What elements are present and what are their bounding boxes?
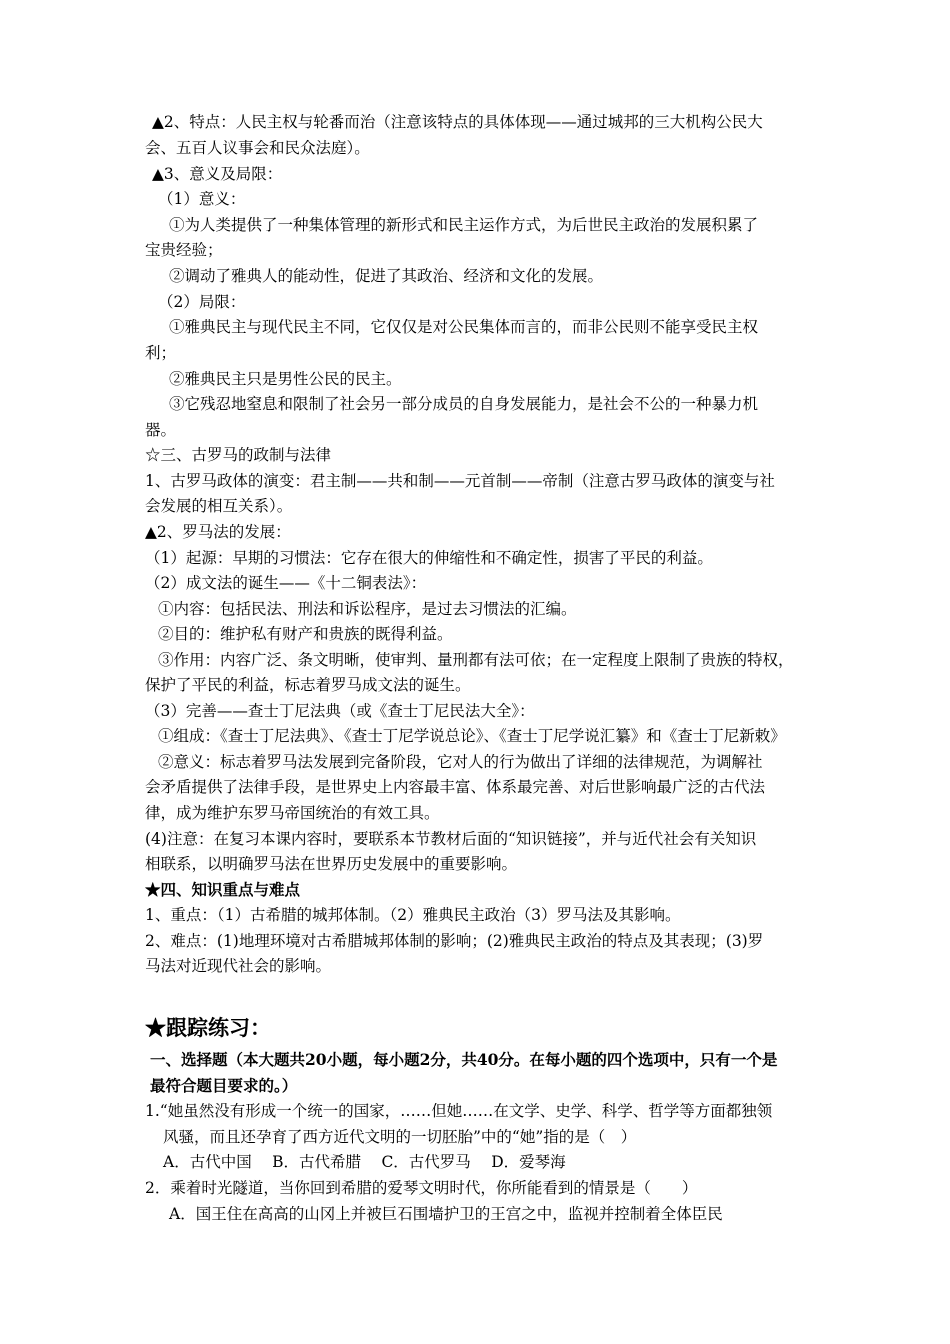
text-line: 1、古罗马政体的演变：君主制——共和制——元首制——帝制（注意古罗马政体的演变与社 <box>145 472 775 490</box>
text-line: ②目的：维护私有财产和贵族的既得利益。 <box>158 625 453 643</box>
text-line: ▲3、意义及局限： <box>152 165 283 183</box>
text-line: ▲2、罗马法的发展： <box>145 523 291 541</box>
text-line: ③它残忍地窒息和限制了社会另一部分成员的自身发展能力，是社会不公的一种暴力机 <box>169 395 759 413</box>
text-line: 保护了平民的利益，标志着罗马成文法的诞生。 <box>145 676 471 694</box>
text-line: ①雅典民主与现代民主不同，它仅仅是对公民集体而言的，而非公民则不能享受民主权 <box>169 318 759 336</box>
text-line: 相联系，以明确罗马法在世界历史发展中的重要影响。 <box>145 855 518 873</box>
text-line: ★跟踪练习： <box>145 1015 271 1040</box>
text-line: ②雅典民主只是男性公民的民主。 <box>169 370 402 388</box>
text-line: 风骚，而且还孕育了西方近代文明的一切胚胎”中的“她”指的是（ ） <box>163 1128 637 1146</box>
text-line: ②调动了雅典人的能动性，促进了其政治、经济和文化的发展。 <box>169 267 604 285</box>
text-line: 2、难点：(1)地理环境对古希腊城邦体制的影响；(2)雅典民主政治的特点及其表现；(3)罗 <box>145 932 764 950</box>
text-line: 1.“她虽然没有形成一个统一的国家，……但她……在文学、史学、科学、哲学等方面都独领 <box>145 1102 773 1120</box>
text-line: ①组成：《查士丁尼法典》、《查士丁尼学说总论》、《查士丁尼学说汇纂》和《查士丁尼新敕》 <box>158 727 786 745</box>
text-line: （1）意义： <box>158 190 246 208</box>
text-line: ②意义：标志着罗马法发展到完备阶段，它对人的行为做出了详细的法律规范，为调解社 <box>158 753 763 771</box>
text-line: 会矛盾提供了法律手段，是世界史上内容最丰富、体系最完善、对后世影响最广泛的古代法 <box>145 778 766 796</box>
text-line: 器。 <box>145 421 177 439</box>
text-line: 马法对近现代社会的影响。 <box>145 957 332 975</box>
text-line: 宝贵经验； <box>145 241 223 259</box>
text-line: A．古代中国 B．古代希腊 C．古代罗马 D．爱琴海 <box>163 1153 566 1171</box>
text-line: （1）起源：早期的习惯法：它存在很大的伸缩性和不确定性，损害了平民的利益。 <box>145 549 713 567</box>
text-line: ★四、知识重点与难点 <box>145 880 301 899</box>
text-line: A．国王住在高高的山冈上并被巨石围墙护卫的王宫之中，监视并控制着全体臣民 <box>169 1205 723 1223</box>
text-line: ①为人类提供了一种集体管理的新形式和民主运作方式，为后世民主政治的发展积累了 <box>169 216 759 234</box>
text-line: 会、五百人议事会和民众法庭）。 <box>145 139 370 157</box>
text-line: 会发展的相互关系）。 <box>145 497 293 515</box>
text-line: 最符合题目要求的。） <box>150 1076 298 1095</box>
text-line: （3）完善——查士丁尼法典（或《查士丁尼民法大全》： <box>145 702 535 720</box>
text-line: ①内容：包括民法、刑法和诉讼程序，是过去习惯法的汇编。 <box>158 600 577 618</box>
text-line: 一、选择题（本大题共20小题，每小题2分，共40分。在每小题的四个选项中，只有一个是 <box>150 1050 778 1069</box>
text-line: ▲2、特点：人民主权与轮番而治（注意该特点的具体体现——通过城邦的三大机构公民大 <box>152 113 763 131</box>
text-line: 律，成为维护东罗马帝国统治的有效工具。 <box>145 804 440 822</box>
text-line: (4)注意：在复习本课内容时，要联系本节教材后面的“知识链接”，并与近代社会有关知识 <box>145 830 757 848</box>
text-line: 1、重点：（1）古希腊的城邦体制。（2）雅典民主政治（3）罗马法及其影响。 <box>145 906 681 924</box>
text-line: 利； <box>145 344 177 362</box>
text-line: ③作用：内容广泛、条文明晰，使审判、量刑都有法可依；在一定程度上限制了贵族的特权， <box>158 651 794 669</box>
text-line: ☆三、古罗马的政制与法律 <box>145 446 332 464</box>
text-line: 2．乘着时光隧道，当你回到希腊的爱琴文明时代，你所能看到的情景是（ ） <box>145 1179 698 1197</box>
text-line: （2）成文法的诞生——《十二铜表法》： <box>145 574 427 592</box>
text-line: （2）局限： <box>158 293 246 311</box>
